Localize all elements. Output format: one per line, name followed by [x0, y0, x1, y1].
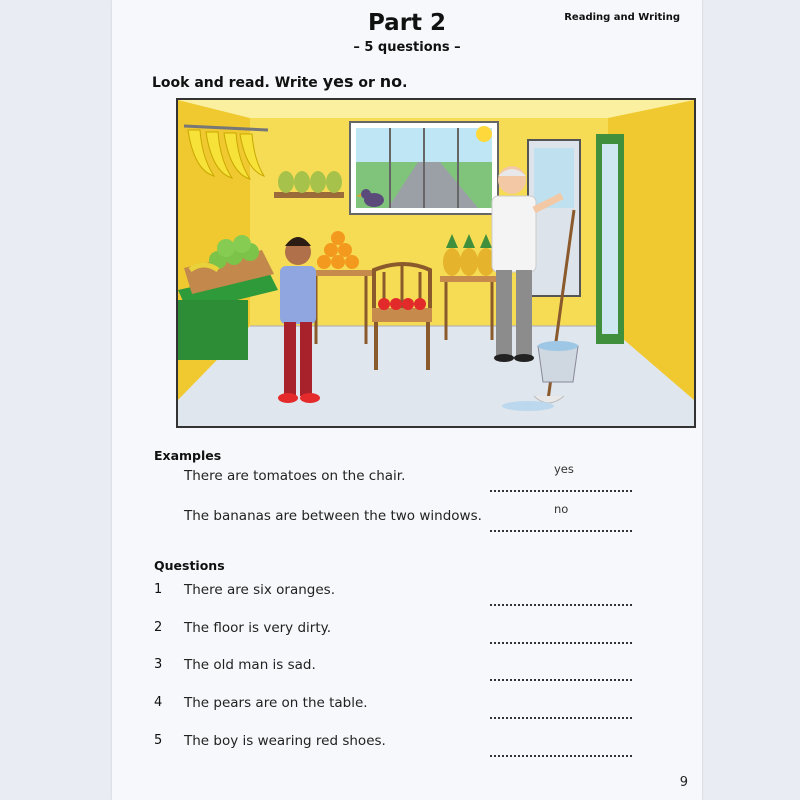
- question-text: There are six oranges.: [184, 582, 335, 598]
- part-title: Part 2: [367, 10, 447, 36]
- answer-line[interactable]: [490, 667, 632, 681]
- question-text: The pears are on the table.: [184, 695, 368, 711]
- example-row-1: [154, 462, 644, 490]
- example-text: The bananas are between the two windows.: [184, 508, 482, 524]
- pineapples-icon: [443, 234, 495, 276]
- question-number: 4: [154, 695, 163, 710]
- question-row-3: [154, 657, 644, 679]
- question-number: 1: [154, 582, 163, 597]
- section-label: Reading and Writing: [564, 12, 680, 23]
- question-number: 5: [154, 733, 163, 748]
- instruction-prefix: Look and read. Write: [152, 75, 323, 91]
- questions-heading: Questions: [154, 558, 225, 573]
- answer-line[interactable]: [490, 743, 632, 757]
- question-number: 3: [154, 657, 163, 672]
- example-row-2: [154, 502, 644, 530]
- question-number: 2: [154, 620, 163, 635]
- question-text: The old man is sad.: [184, 657, 316, 673]
- worksheet-page: [112, 0, 702, 800]
- question-text: The boy is wearing red shoes.: [184, 733, 386, 749]
- answer-line[interactable]: [490, 478, 632, 492]
- question-text: The floor is very dirty.: [184, 620, 331, 636]
- shop-illustration: [176, 98, 696, 428]
- example-text: There are tomatoes on the chair.: [184, 468, 406, 484]
- instruction-no: no: [379, 72, 403, 91]
- question-row-1: [154, 582, 644, 604]
- example-answer: no: [554, 502, 569, 516]
- question-row-2: [154, 620, 644, 642]
- instruction-middle: or: [353, 75, 380, 91]
- part-subtitle: – 5 questions –: [353, 40, 461, 55]
- answer-line[interactable]: [490, 518, 632, 532]
- instruction-yes: yes: [322, 72, 354, 91]
- instruction-suffix: .: [402, 75, 408, 91]
- answer-line[interactable]: [490, 705, 632, 719]
- page-number: 9: [679, 775, 688, 790]
- example-answer: yes: [554, 462, 574, 476]
- question-row-4: [154, 695, 644, 717]
- examples-heading: Examples: [154, 448, 222, 463]
- answer-line[interactable]: [490, 630, 632, 644]
- instruction: [152, 72, 408, 91]
- answer-line[interactable]: [490, 592, 632, 606]
- question-row-5: [154, 733, 644, 755]
